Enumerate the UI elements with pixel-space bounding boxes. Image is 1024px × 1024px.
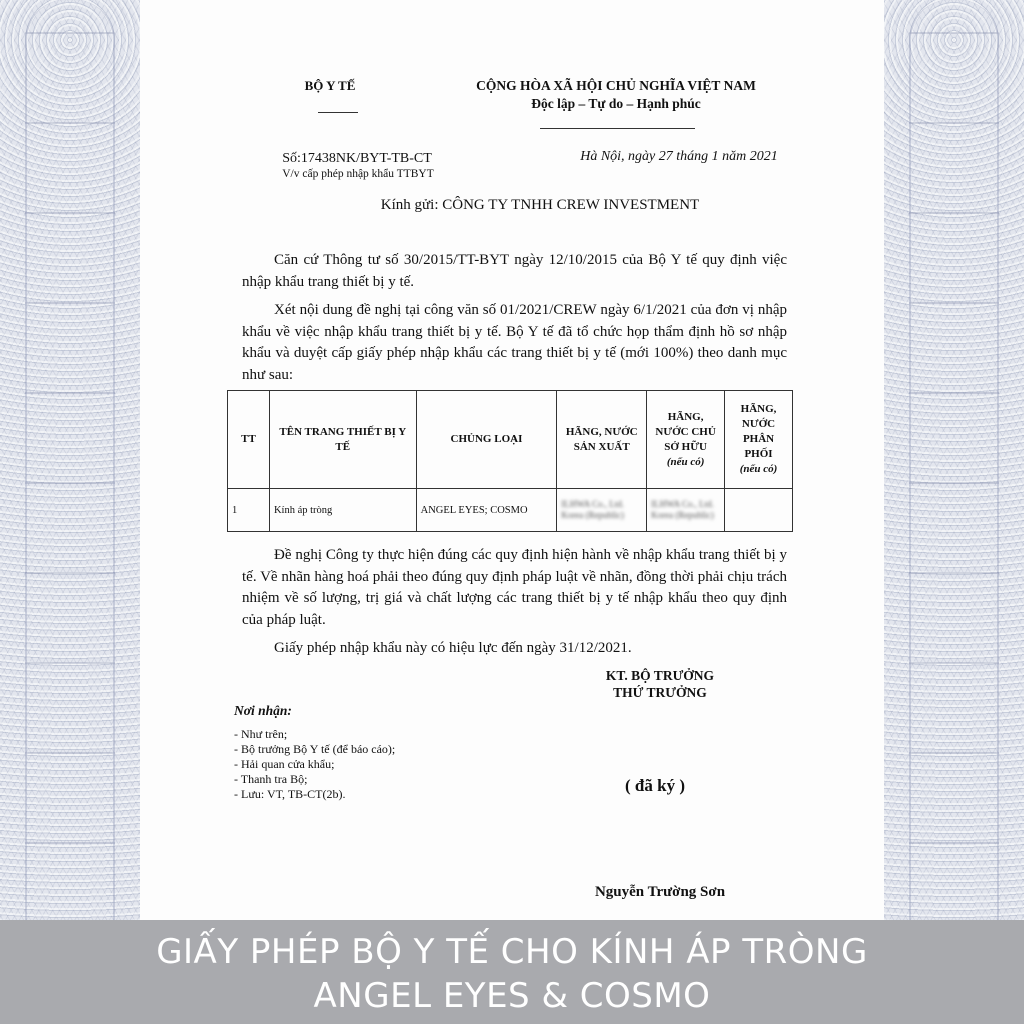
guilloche-border-left <box>0 0 140 1024</box>
header-owner-label: HÃNG, NƯỚC CHỦ SỞ HỮU <box>655 410 716 453</box>
cell-distributor <box>725 489 793 532</box>
banner-line-2: ANGEL EYES & COSMO <box>313 976 711 1016</box>
document-date: Hà Nội, ngày 27 tháng 1 năm 2021 <box>580 149 778 164</box>
cell-device-name: Kính áp tròng <box>269 489 416 532</box>
recipients-list <box>234 727 395 802</box>
table-row <box>228 489 793 532</box>
header-owner <box>647 391 725 489</box>
header-distributor-label: HÃNG, NƯỚC PHÂN PHỐI <box>740 403 777 460</box>
guilloche-border-right <box>884 0 1024 1024</box>
header-tt: TT <box>228 391 270 489</box>
signatory-title <box>580 667 740 701</box>
blurred-manufacturer: ILHWA Co., Ltd. Korea (Republic) <box>561 499 625 520</box>
document-subject: V/v cấp phép nhập khẩu TTBYT <box>282 168 434 180</box>
recipients-title: Nơi nhận: <box>234 703 292 718</box>
paragraph-validity: Giấy phép nhập khẩu này có hiệu lực đến ngày 31/12/2021. <box>274 640 632 656</box>
signatory-title-line2: THỨ TRƯỞNG <box>613 685 707 700</box>
document-number: Số:17438NK/BYT-TB-CT <box>282 151 432 166</box>
banner-line-1: GIẤY PHÉP BỘ Y TẾ CHO KÍNH ÁP TRÒNG <box>156 932 868 972</box>
cell-type: ANGEL EYES; COSMO <box>416 489 557 532</box>
header-device-name: TÊN TRANG THIẾT BỊ Y TẾ <box>269 391 416 489</box>
cell-manufacturer <box>557 489 647 532</box>
table-header-row <box>228 391 793 489</box>
cell-owner <box>647 489 725 532</box>
paragraph-requirements: Đề nghị Công ty thực hiện đúng các quy định hiện hành về nhập khẩu trang thiết bị y tế. Về nhãn hàng hoá phải theo đúng quy định pháp luật về nhãn, đồng thời phải chịu trách nhiệm về số lượng, trị giá và chất lượng các trang thiết bị y tế nhập khẩu theo quy định của pháp luật. <box>242 547 787 628</box>
signer-name: Nguyễn Trường Sơn <box>594 884 726 900</box>
list-item: - Như trên; <box>234 727 288 741</box>
document-page <box>140 0 884 1024</box>
ministry-underline <box>318 112 358 113</box>
signed-mark: ( đã ký ) <box>625 776 685 795</box>
blurred-owner: ILHWA Co., Ltd. Korea (Republic) <box>651 499 714 520</box>
recipient-line: Kính gửi: CÔNG TY TNHH CREW INVESTMENT <box>380 197 700 213</box>
ministry-name: BỘ Y TẾ <box>304 78 356 93</box>
list-item: - Thanh tra Bộ; <box>234 772 308 786</box>
header-type: CHỦNG LOẠI <box>416 391 557 489</box>
motto-underline <box>540 128 695 129</box>
list-item: - Lưu: VT, TB-CT(2b). <box>234 787 346 801</box>
header-owner-note: (nếu có) <box>666 455 705 468</box>
header-manufacturer: HÃNG, NƯỚC SẢN XUẤT <box>557 391 647 489</box>
header-distributor-note: (nếu có) <box>739 463 778 475</box>
list-item: - Bộ trưởng Bộ Y tế (để báo cáo); <box>234 742 396 756</box>
national-motto: Độc lập – Tự do – Hạnh phúc <box>531 96 701 111</box>
signatory-title-line1: KT. BỘ TRƯỞNG <box>605 668 715 683</box>
caption-banner <box>0 920 1024 1024</box>
republic-title: CỘNG HÒA XÃ HỘI CHỦ NGHĨA VIỆT NAM <box>476 78 756 93</box>
paragraph-legal-basis: Căn cứ Thông tư số 30/2015/TT-BYT ngày 12/10/2015 của Bộ Y tế quy định việc nhập khẩu trang thiết bị y tế. <box>242 252 787 290</box>
list-item: - Hải quan cửa khẩu; <box>234 757 335 771</box>
header-distributor <box>725 391 793 489</box>
cell-tt: 1 <box>228 489 270 532</box>
paragraph-review: Xét nội dung đề nghị tại công văn số 01/2021/CREW ngày 6/1/2021 của đơn vị nhập khẩu về việc nhập khẩu trang thiết bị y tế. Bộ Y tế đã tổ chức họp thẩm định hồ sơ nhập khẩu và duyệt cấp giấy phép nhập khẩu các trang thiết bị y tế (mới 100%) theo danh mục như sau: <box>242 302 787 383</box>
device-table <box>227 390 793 532</box>
